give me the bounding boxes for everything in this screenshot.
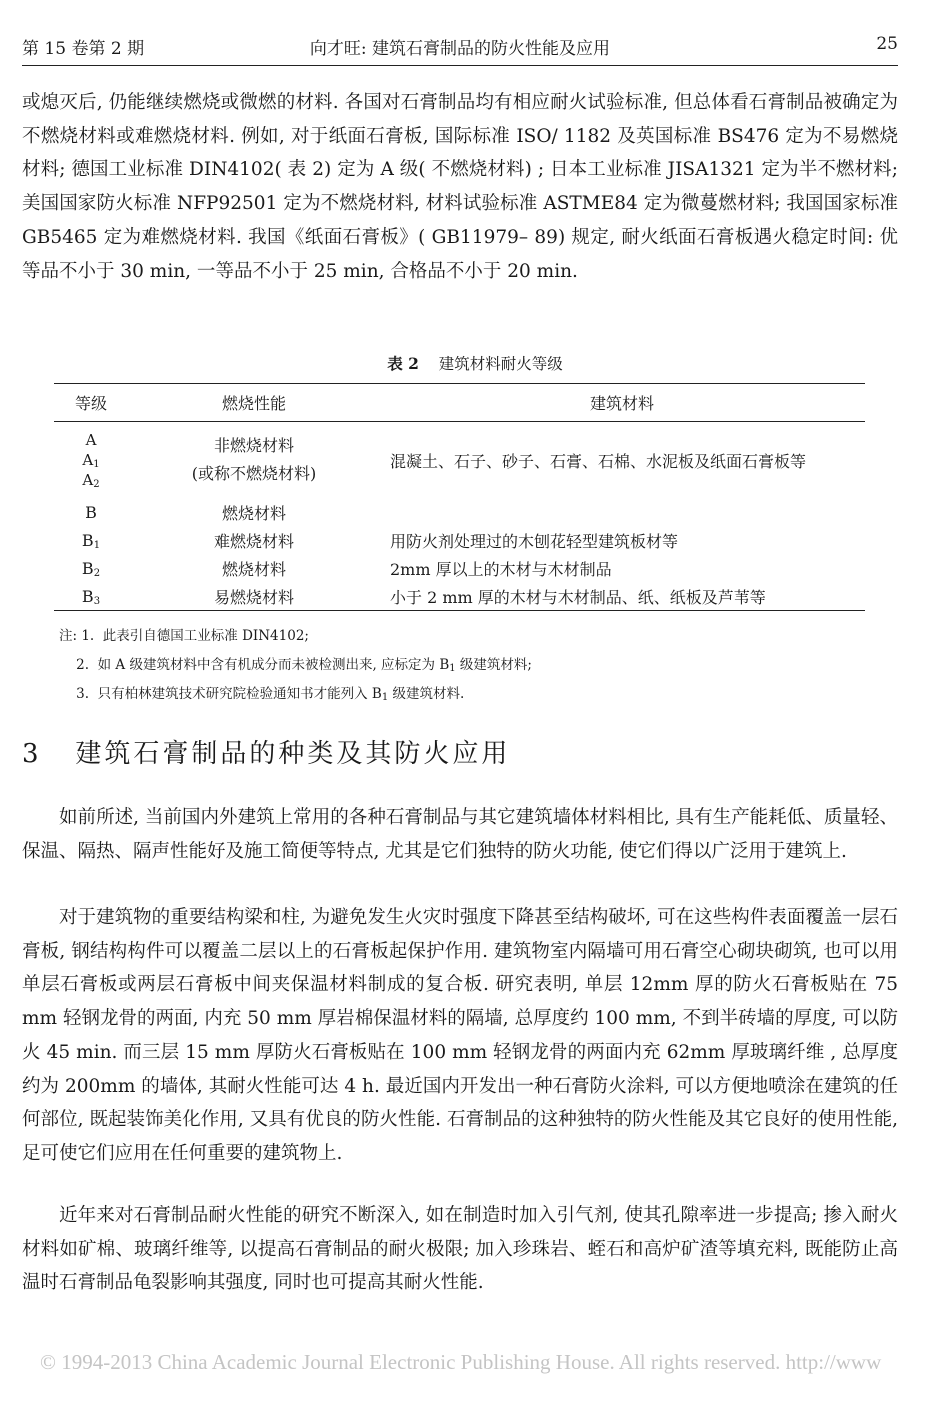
materials-cell: 混凝土、石子、砂子、石膏、石棉、水泥板及纸面石膏板等 (390, 451, 807, 471)
running-head (22, 34, 898, 60)
body-paragraph: 如前所述, 当前国内外建筑上常用的各种石膏制品与其它建筑墙体材料相比, 具有生产能耗低、质量轻、保温、隔热、隔声性能好及施工简便等特点, 尤其是它们独特的防火功能, 使它们得以广泛用于建筑上. (22, 807, 898, 862)
section-title: 建筑石膏制品的种类及其防火应用 (75, 739, 511, 769)
table-row (54, 582, 865, 611)
section-heading (22, 733, 510, 770)
materials-cell: 用防火剂处理过的木刨花轻型建筑板材等 (390, 531, 679, 551)
table-note: 2. 如 A 级建筑材料中含有机成分而未被检测出来, 应标定为 $B_1$ 级建筑材料; (76, 657, 532, 674)
grade-cell: $B_3$ (54, 582, 128, 611)
combustibility-cell: 燃烧材料 (221, 503, 286, 523)
body-paragraph: 或熄灭后, 仍能继续燃烧或微燃的材料. 各国对石膏制品均有相应耐火试验标准, 但总体看石膏制品被确定为不燃烧材料或难燃烧材料. 例如, 对于纸面石膏板, 国际标准 ISO/ 1182 及英国标准 BS476 定为不易燃烧材料; 德国工业标准 DIN4102( 表 2) 定为 A 级( 不燃烧材料) ; 日本工业标准 JISA1321 定为半不燃材料; 美国国家防火标准 NFP92501 定为不燃烧材料, 材料试验标准 ASTME84 定为微蔓燃材料; 我国国家标准 GB5465 定为难燃烧材料. 我国《纸面石膏板》( GB11979– 89) 规定, 耐火纸面石膏板遇火稳定时间: 优等品不小于 30 min, 一等品不小于 25 min, 合格品不小于 20 min. (22, 92, 898, 282)
header-grade: 等级 (54, 384, 128, 422)
journal-volume-issue: 第 15 卷第 2 期 (22, 39, 145, 59)
table-caption (0, 352, 950, 374)
combustibility-cell: 难燃烧材料 (213, 531, 294, 551)
grade-cell: $B_2$ (81, 558, 101, 579)
table-number: 表 2 (387, 354, 419, 373)
grade-cell: B (85, 502, 97, 522)
fire-rating-table (54, 383, 865, 611)
grade-cell: A $A_1$ $A_2$ (82, 431, 100, 490)
table-row (54, 554, 865, 582)
materials-cell (380, 498, 865, 526)
table-row (54, 422, 865, 499)
combustibility-cell: 易燃烧材料 (128, 582, 380, 611)
materials-cell: 小于 2 mm 厚的木材与木材制品、纸、纸板及芦苇等 (380, 582, 865, 611)
body-paragraph: 近年来对石膏制品耐火性能的研究不断深入, 如在制造时加入引气剂, 使其孔隙率进一步提高; 掺入耐火材料如矿棉、玻璃纤维等, 以提高石膏制品的耐火极限; 加入珍珠岩、蛭石和高炉矿渣等填充料, 既能防止高温时石膏制品龟裂影响其强度, 同时也可提高其耐火性能. (22, 1205, 898, 1294)
table-header-row (54, 384, 865, 422)
grade-cell: $B_1$ (81, 530, 101, 551)
header-rule (22, 65, 898, 66)
body-paragraph: 对于建筑物的重要结构梁和柱, 为避免发生火灾时强度下降甚至结构破坏, 可在这些构件表面覆盖一层石膏板, 钢结构构件可以覆盖二层以上的石膏板起保护作用. 建筑物室内隔墙可用石膏空心砌块砌筑, 也可以用单层石膏板或两层石膏板中间夹保温材料制成的复合板. 研究表明, 单层 12mm 厚的防火石膏板贴在 75 mm 轻钢龙骨的两面, 内充 50 mm 厚岩棉保温材料的隔墙, 总厚度约 100 mm, 不到半砖墙的厚度, 可以防火 45 min. 而三层 15 mm 厚防火石膏板贴在 100 mm 轻钢龙骨的两面内充 62mm 厚玻璃纤维 , 总厚度约为 200mm 的墙体, 其耐火性能可达 4 h. 最近国内开发出一种石膏防火涂料, 可以方便地喷涂在建筑的任何部位, 既起装饰美化作用, 又具有优良的防火性能. 石膏制品的这种独特的防火性能及其它良好的使用性能, 足可使它们应用在任何重要的建筑物上. (22, 907, 898, 1164)
header-combustibility: 燃烧性能 (128, 384, 380, 422)
table-notes (59, 622, 532, 709)
materials-cell: 2mm 厚以上的木材与木材制品 (390, 559, 612, 579)
header-materials: 建筑材料 (380, 384, 865, 422)
table-note: 注: 1. 此表引自德国工业标准 DIN4102; (59, 628, 309, 644)
table-row (54, 498, 865, 526)
page-number: 25 (876, 34, 898, 54)
combustibility-cell: 燃烧材料 (221, 559, 286, 579)
table-row (54, 526, 865, 554)
section-number: 3 (22, 739, 42, 769)
copyright-watermark: © 1994-2013 China Academic Journal Electronic Publishing House. All rights reserved. http://www (40, 1350, 882, 1374)
combustibility-cell: 非燃烧材料 (或称不燃烧材料) (191, 436, 317, 483)
table-note: 3. 只有柏林建筑技术研究院检验通知书才能列入 $B_1$ 级建筑材料. (76, 686, 465, 703)
running-title: 向才旺: 建筑石膏制品的防火性能及应用 (309, 39, 611, 59)
table-title: 建筑材料耐火等级 (438, 355, 563, 373)
